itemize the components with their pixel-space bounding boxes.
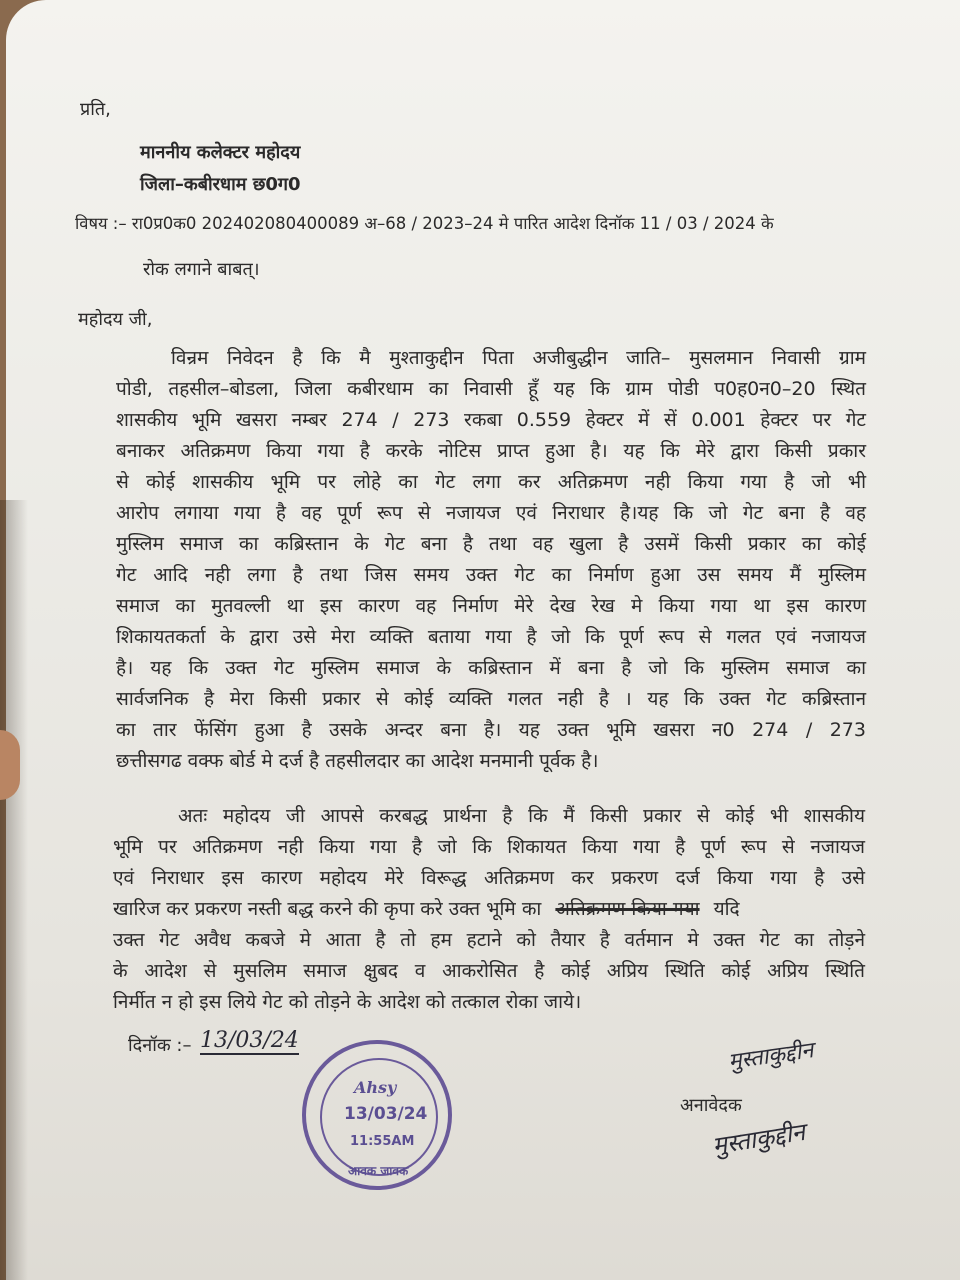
struck-text: अतिक्रमण किया गया xyxy=(555,898,700,920)
subject-line2: रोक लगाने बाबत्। xyxy=(143,259,260,280)
thumb xyxy=(0,730,20,800)
paragraph-1 xyxy=(116,343,866,777)
paragraph-2-line-end: यदि xyxy=(713,898,740,920)
date-value: 13/03/24 xyxy=(200,1028,299,1053)
stamp-time: 11:55AM xyxy=(350,1134,415,1149)
addressee-line1: माननीय कलेक्टर महोदय xyxy=(140,142,301,163)
stamp-ring-text: आवक जावक xyxy=(348,1164,409,1178)
paragraph-2-line: भूमि पर अतिक्रमण नही किया गया है जो कि शिकायत किया गया है पूर्ण रूप से नजायज xyxy=(113,836,865,858)
signature-bottom: मुस्ताकुद्दीन xyxy=(710,1117,807,1161)
paragraph-1-line: आरोप लगाया गया है वह पूर्ण रूप से नजायज एवं निराधार है।यह कि जो गेट बना है वह xyxy=(116,502,866,524)
paragraph-2-line: के आदेश से मुसलिम समाज क्षुबद व आकरोसित है कोई अप्रिय स्थिति कोई अप्रिय स्थिति xyxy=(113,960,865,982)
paragraph-1-line: गेट आदि नही लगा है तथा जिस समय उक्त गेट का निर्माण हुआ उस समय मैं मुस्लिम xyxy=(116,564,866,586)
paragraph-1-line: से कोई शासकीय भूमि पर लोहे का गेट लगा कर अतिक्रमण नही किया गया है जो भी xyxy=(116,471,866,493)
paragraph-1-line: का तार फेंसिंग हुआ है उसके अन्दर बना है। यह उक्त भूमि खसरा न0 274 / 273 xyxy=(116,719,866,741)
paragraph-2-line: उक्त गेट अवैध कबजे मे आता है तो हम हटाने को तैयार है वर्तमान मे उक्त गेट का तोड़ने xyxy=(113,929,865,951)
paragraph-1-line: मुस्लिम समाज का कब्रिस्तान के गेट बना है तथा वह खुला है उसमें किसी प्रकार का कोई xyxy=(116,533,866,555)
salutation-to: प्रति, xyxy=(80,99,111,120)
paragraph-1-line: शासकीय भूमि खसरा नम्बर 274 / 273 रकबा 0.559 हेक्टर में सें 0.001 हेक्टर पर गेट xyxy=(116,409,866,431)
paragraph-1-line: विन्रम निवेदन है कि मै मुश्ताकुद्दीन पिता अजीबुद्धीन जाति– मुसलमान निवासी ग्राम xyxy=(171,347,866,369)
official-stamp xyxy=(302,1040,452,1190)
paragraph-1-line: पोडी, तहसील–बोडला, जिला कबीरधाम का निवासी हूँ यह कि ग्राम पोडी प0ह0न0–20 स्थित xyxy=(116,378,866,400)
paragraph-1-line: छत्तीसगढ वक्फ बोर्ड मे दर्ज है तहसीलदार का आदेश मनमानी पूर्वक है। xyxy=(116,750,599,772)
paragraph-1-line: है। यह कि उक्त गेट मुस्लिम समाज के कब्रिस्तान में बना है जो कि मुस्लिम समाज का xyxy=(116,657,866,679)
paragraph-1-line: सार्वजनिक है मेरा किसी प्रकार से कोई व्यक्ति गलत नही है । यह कि उक्त गेट कब्रिस्तान xyxy=(116,688,866,710)
paragraph-1-line: समाज का मुतवल्ली था इस कारण वह निर्माण मेरे देख रेख मे किया गया था इस कारण xyxy=(116,595,866,617)
paragraph-1-line: शिकायतकर्ता के द्वारा उसे मेरा व्यक्ति बताया गया है जो कि पूर्ण रूप से गलत एवं नजायज xyxy=(116,626,866,648)
paragraph-2-line: अतः महोदय जी आपसे करबद्ध प्रार्थना है कि मैं किसी प्रकार से कोई भी शासकीय xyxy=(178,805,865,827)
paragraph-2 xyxy=(113,801,865,1018)
paragraph-2-line: निर्मीत न हो इस लिये गेट को तोड़ने के आदेश को तत्काल रोका जाये। xyxy=(113,991,582,1013)
greeting: महोदय जी, xyxy=(78,309,153,330)
paragraph-2-line xyxy=(113,894,865,925)
subject-line1: विषय :– रा0प्र0क0 202402080400089 अ–68 / 2023–24 मे पारित आदेश दिनॉक 11 / 03 / 2024 के xyxy=(75,214,774,233)
applicant-label: अनावेदक xyxy=(680,1095,742,1116)
paragraph-1-line: बनाकर अतिक्रमण किया गया है करके नोटिस प्राप्त हुआ है। यह कि मेरे द्वारा किसी प्रकार xyxy=(116,440,866,462)
paragraph-2-line-text: खारिज कर प्रकरण नस्ती बद्ध करने की कृपा करे उक्त भूमि का xyxy=(113,898,542,920)
page-shadow xyxy=(0,500,28,1280)
addressee-line2: जिला–कबीरधाम छ0ग0 xyxy=(140,174,301,195)
stamp-date: 13/03/24 xyxy=(344,1104,428,1124)
date-label: दिनॉक :– xyxy=(128,1035,192,1056)
paragraph-2-line: एवं निराधार इस कारण महोदय मेरे विरूद्ध अतिक्रमण कर प्रकरण दर्ज किया गया है उसे xyxy=(113,867,865,889)
stamp-initial: Ahsy xyxy=(354,1078,397,1097)
signature-top: मुस्ताकुद्दीन xyxy=(726,1038,815,1075)
